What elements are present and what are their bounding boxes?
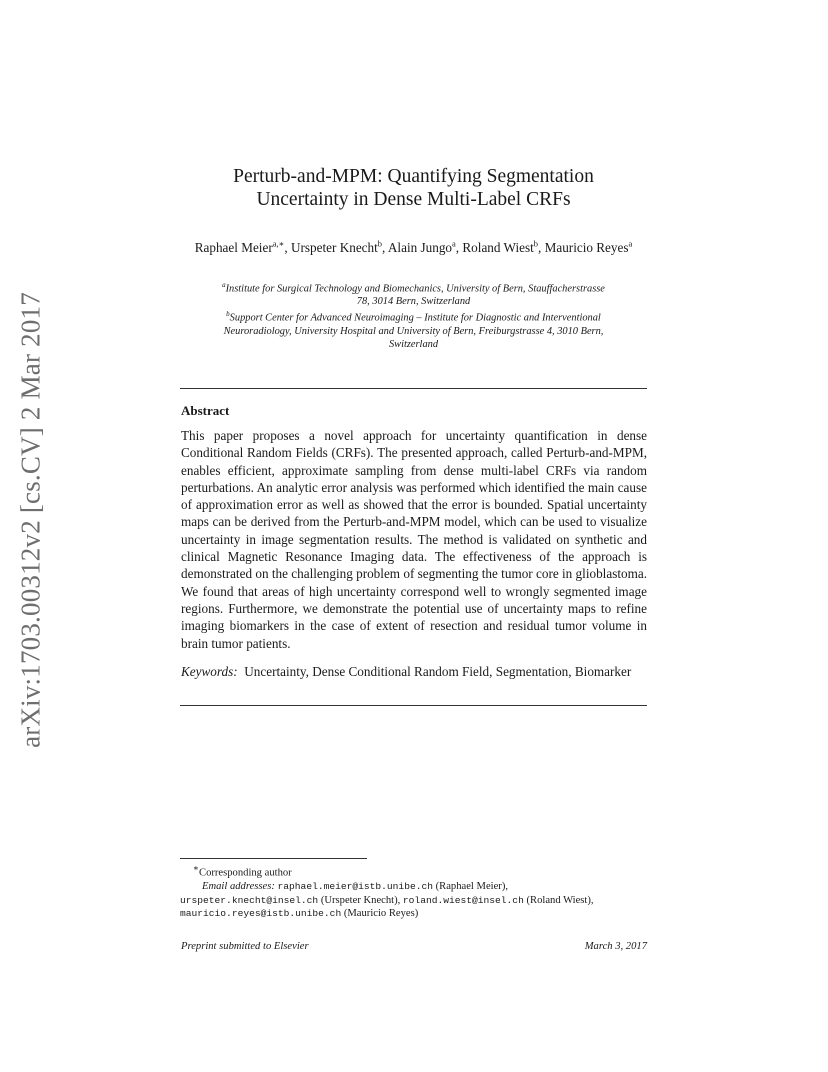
abstract-heading: Abstract: [181, 403, 230, 418]
author: Raphael Meier$^{a,∗}$,: [194, 239, 291, 256]
affiliations: [180, 279, 647, 351]
author: Roland Wiest$^b$,: [462, 239, 545, 256]
footnote-rule: [180, 858, 367, 859]
affiliation-a-cont: 78, 3014 Bern, Switzerland: [356, 296, 471, 308]
author: Mauricio Reyes$^a$: [544, 239, 633, 256]
keywords-label: Keywords:: [181, 664, 238, 679]
arxiv-identifier: [14, 286, 48, 754]
affiliation-b-cont2: Switzerland: [388, 338, 439, 350]
title-line-1: Perturb-and-MPM: Quantifying Segmentation: [233, 166, 594, 187]
email-link[interactable]: urspeter.knecht@insel.ch: [180, 894, 319, 906]
keywords: [181, 663, 647, 680]
arxiv-identifier-text: arXiv:1703.00312v2 [cs.CV] 2 Mar 2017: [15, 292, 46, 748]
title-line-2: Uncertainty in Dense Multi-Label CRFs: [256, 189, 571, 210]
paper-title: [180, 165, 647, 211]
abstract-bottom-rule: [180, 705, 647, 706]
email-link[interactable]: raphael.meier@istb.unibe.ch: [277, 881, 433, 893]
abstract-top-rule: [180, 388, 647, 389]
email-line-1: Email addresses: raphael.meier@istb.unibe.ch (Raphael Meier),: [202, 881, 508, 893]
email-line-2: urspeter.knecht@insel.ch (Urspeter Knecht), roland.wiest@insel.ch (Roland Wiest),: [180, 894, 594, 906]
author-list: [180, 236, 647, 256]
email-line-3: mauricio.reyes@istb.unibe.ch (Mauricio Reyes): [180, 908, 419, 920]
affiliation-b: $^b$Support Center for Advanced Neuroimaging – Institute for Diagnostic and Interventional: [226, 310, 601, 324]
affiliation-a: $^a$Institute for Surgical Technology and Biomechanics, University of Bern, Stauffacherstrasse: [222, 281, 605, 295]
email-link[interactable]: roland.wiest@insel.ch: [402, 894, 524, 906]
preprint-note: Preprint submitted to Elsevier: [181, 941, 309, 952]
email-link[interactable]: mauricio.reyes@istb.unibe.ch: [180, 908, 342, 920]
keywords-text: Uncertainty, Dense Conditional Random Field, Segmentation, Biomarker: [244, 664, 632, 679]
abstract-text: This paper proposes a novel approach for uncertainty quantification in dense Conditional Random Fields (CRFs). The presented approach, called Perturb-and-MPM, enables efficient, approximate sampling from dense multi-label CRFs via random perturbations. An analytic error analysis was performed which identified the main cause of approximation error as well as showed that the error is bounded. Spatial uncertainty maps can be derived from the Perturb-and-MPM model, which can be used to visualize uncertainty in image segmentation results. The method is validated on synthetic and clinical Magnetic Resonance Imaging data. The effectiveness of the approach is demonstrated on the challenging problem of segmenting the tumor core in glioblastoma. We found that areas of high uncertainty correspond well to wrongly segmented image regions. Furthermore, we demonstrate the potential use of uncertainty maps to refine imaging biomarkers in the case of extent of resection and residual tumor volume in brain tumor patients.: [181, 428, 647, 651]
affiliation-b-cont: Neuroradiology, University Hospital and University of Bern, Freiburgstrasse 4, 3010 Bern,: [223, 325, 604, 337]
author: Alain Jungo$^a$,: [387, 239, 463, 256]
footnotes: [180, 862, 650, 921]
author: Urspeter Knecht$^b$,: [291, 239, 388, 256]
submission-date: March 3, 2017: [584, 941, 647, 952]
corresponding-author-note: ∗Corresponding author: [193, 863, 292, 879]
